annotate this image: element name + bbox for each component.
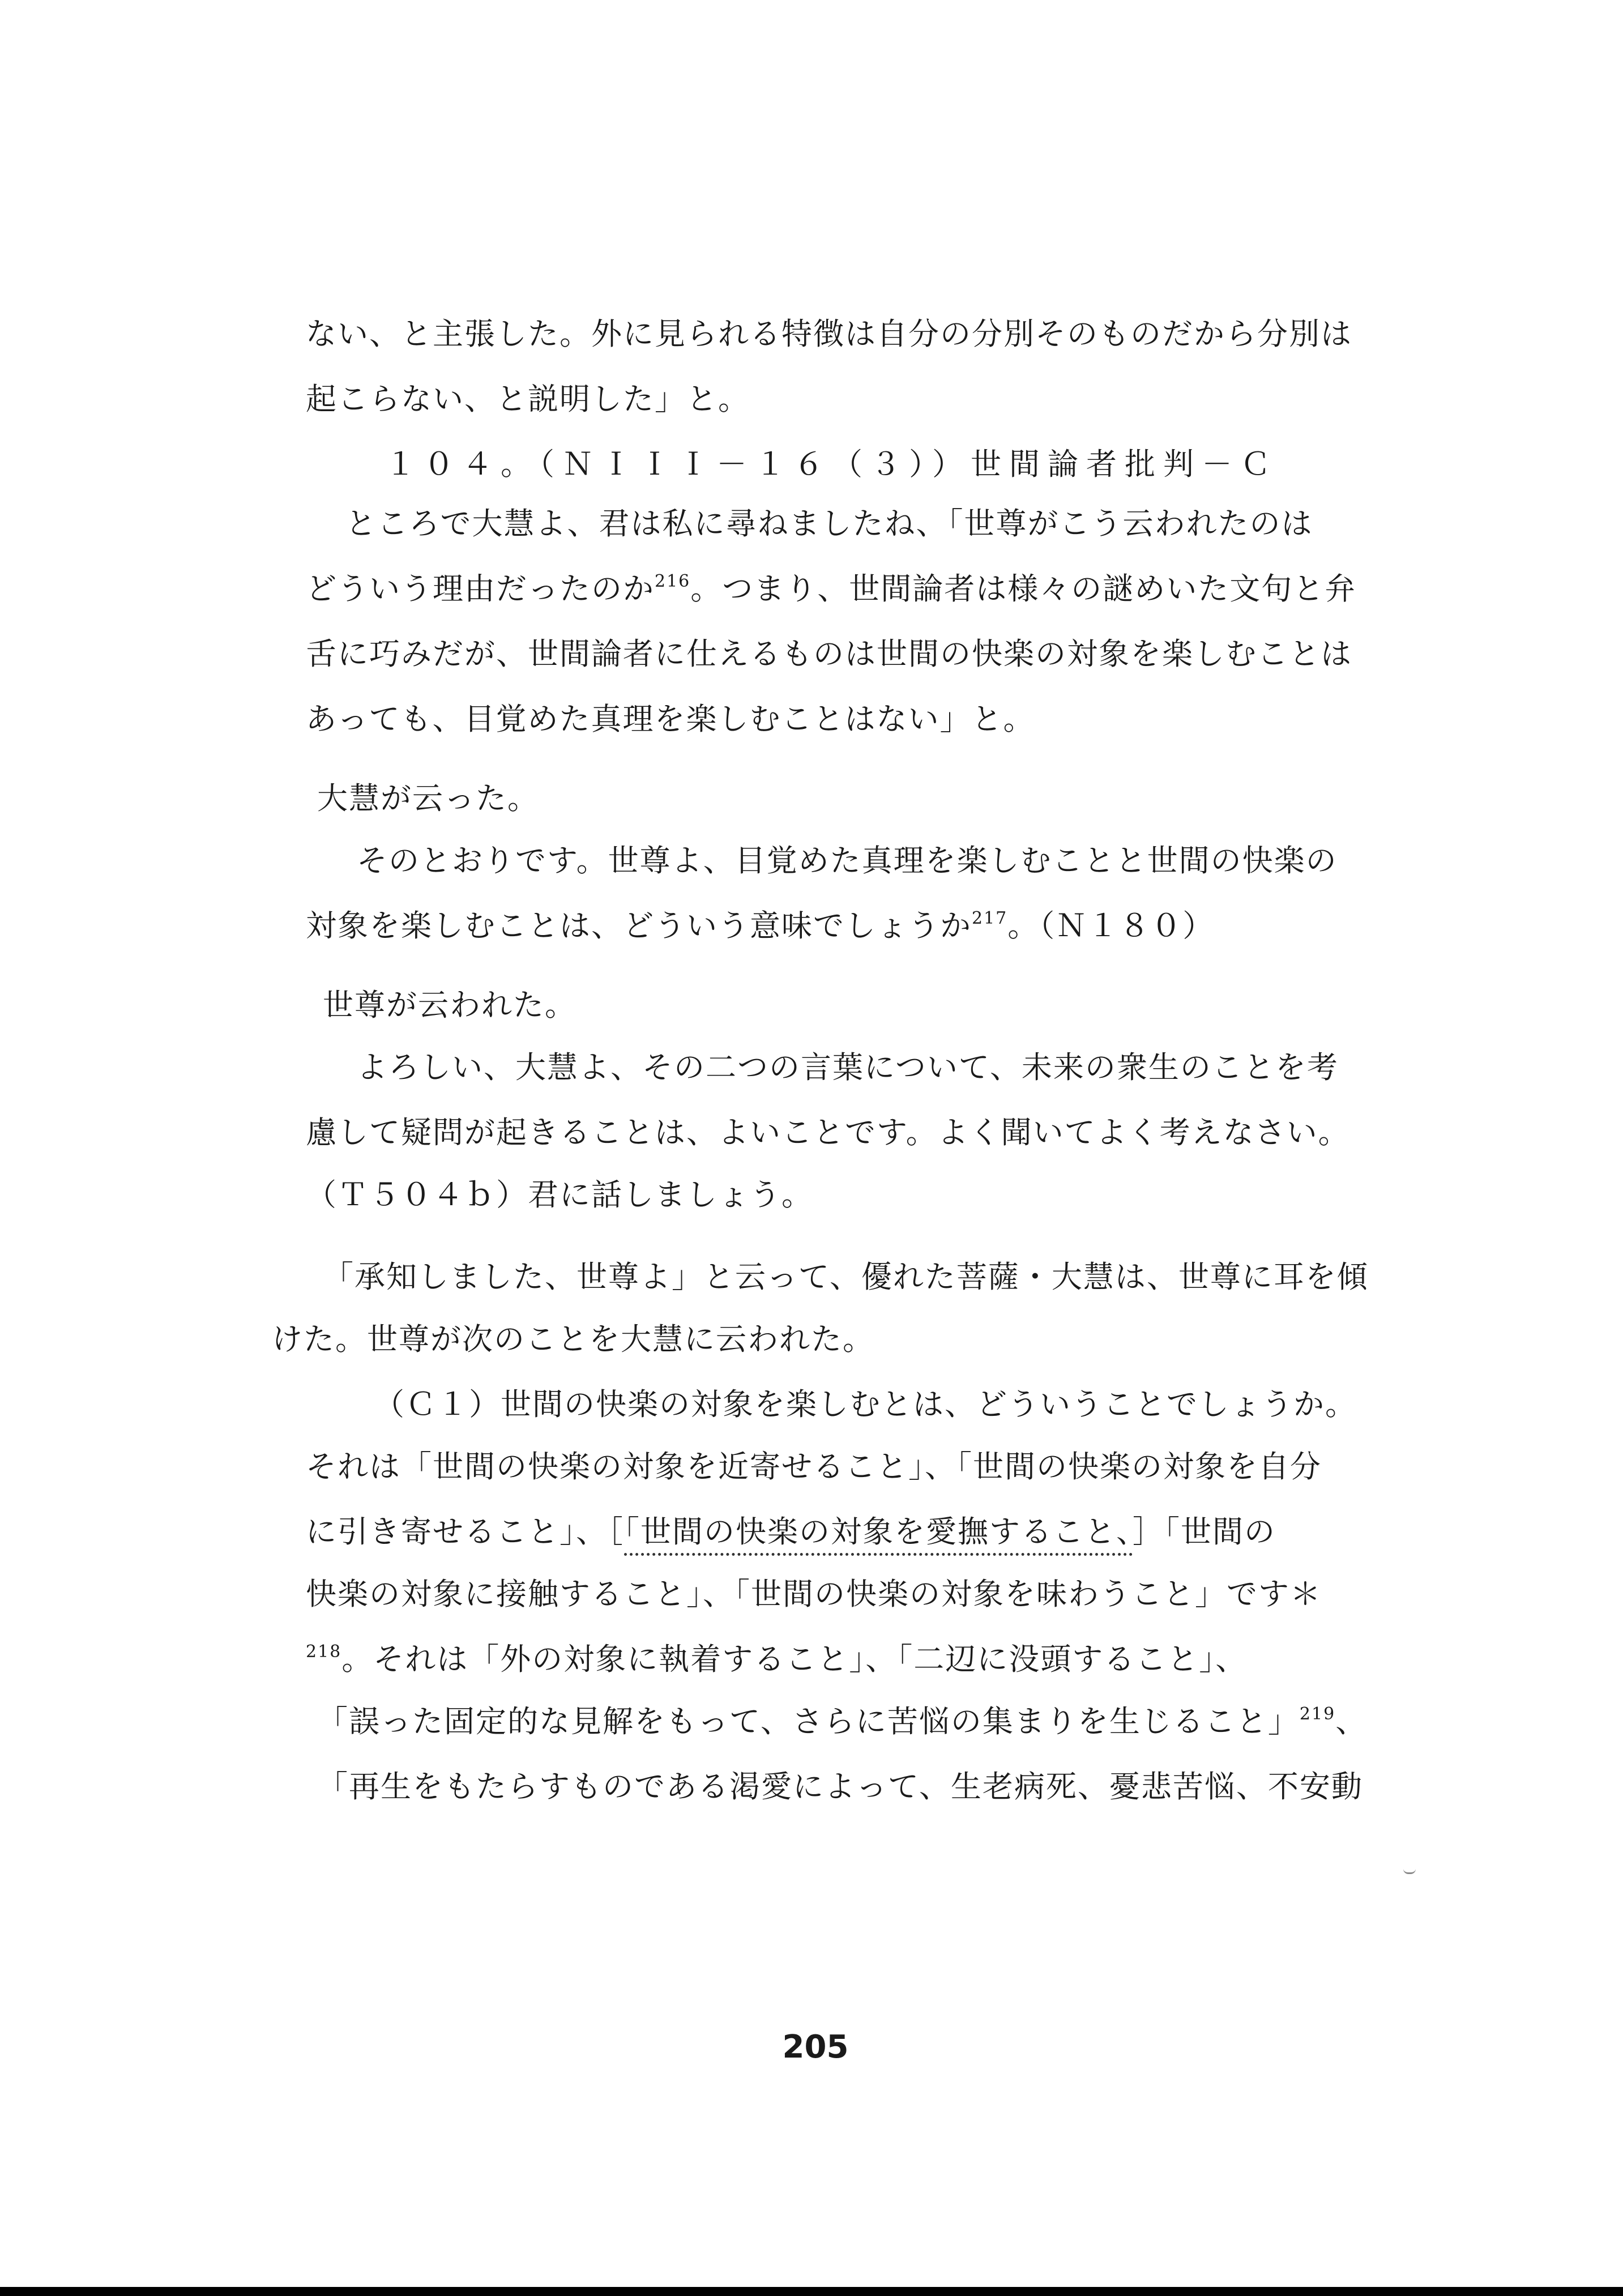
text-line-11	[323, 985, 576, 1025]
text-line-6	[306, 634, 1352, 674]
line-1-text: ない、と主張した。外に見られる特徴は自分の分別そのものだから分別は	[306, 316, 1352, 352]
line-14-text: （Ｔ５０４ｂ）君に話しましょう。	[306, 1177, 813, 1213]
footnote-ref-219: 219	[1299, 1704, 1336, 1724]
footnote-ref-218: 218	[306, 1642, 342, 1662]
text-line-14	[306, 1175, 813, 1215]
line-5-text-b: 。つまり、世間論者は様々の謎めいた文句と弁	[690, 571, 1357, 607]
line-2-text: 起こらない、と説明した」と。	[306, 381, 750, 417]
text-line-5	[306, 569, 1356, 609]
line-19-text-a: に引き寄せること」、［	[306, 1514, 624, 1550]
line-16-text: けた。世尊が次のことを大慧に云われた。	[272, 1321, 874, 1357]
text-line-9	[357, 841, 1338, 881]
text-line-15	[323, 1257, 1369, 1297]
text-line-18	[306, 1447, 1322, 1487]
text-line-10	[306, 906, 1214, 946]
line-12-text: よろしい、大慧よ、その二つの言葉について、未来の衆生のことを考	[357, 1049, 1339, 1085]
section-heading-text: １０４。（ＮＩＩＩ－１６（３））世間論者批判－Ｃ	[385, 446, 1279, 482]
scan-bottom-edge	[0, 2287, 1623, 2296]
text-line-12	[357, 1048, 1339, 1087]
text-line-20	[306, 1574, 1322, 1614]
dotted-underlined-phrase: 「世間の快楽の対象を愛撫すること、	[624, 1514, 1133, 1556]
page-number: 205	[782, 2029, 849, 2065]
line-10-text-a: 対象を楽しむことは、どういう意味でしょうか	[306, 908, 972, 944]
footnote-ref-216: 216	[655, 571, 691, 591]
text-line-21	[306, 1640, 1247, 1679]
line-8-text: 大慧が云った。	[317, 780, 539, 816]
line-7-text: あっても、目覚めた真理を楽しむことはない」と。	[306, 701, 1035, 737]
text-line-8	[317, 779, 539, 818]
text-line-13	[306, 1113, 1350, 1153]
line-20-text: 快楽の対象に接触すること」、「世間の快楽の対象を味わうこと」です＊	[306, 1576, 1322, 1612]
line-21-text: 。それは「外の対象に執着すること」、「二辺に没頭すること」、	[341, 1641, 1248, 1677]
section-heading	[385, 445, 1279, 484]
text-line-1	[306, 314, 1352, 354]
line-22-text-b: 、	[1335, 1704, 1368, 1739]
text-line-7	[306, 699, 1035, 739]
line-13-text: 慮して疑問が起きることは、よいことです。よく聞いてよく考えなさい。	[306, 1115, 1350, 1150]
text-line-2	[306, 379, 750, 419]
text-line-22	[317, 1702, 1367, 1742]
text-line-16	[272, 1320, 874, 1359]
line-10-text-b: 。（Ｎ１８０）	[1007, 908, 1215, 944]
line-11-text: 世尊が云われた。	[323, 987, 576, 1023]
line-15-text: 「承知しました、世尊よ」と云って、優れた菩薩・大慧は、世尊に耳を傾	[323, 1259, 1369, 1295]
text-line-17	[374, 1385, 1357, 1424]
line-17-text: （Ｃ１）世間の快楽の対象を楽しむとは、どういうことでしょうか。	[374, 1386, 1357, 1422]
text-line-19	[306, 1512, 1276, 1552]
line-5-text-a: どういう理由だったのか	[306, 571, 655, 607]
scan-speck	[1403, 1869, 1416, 1874]
footnote-ref-217: 217	[972, 908, 1008, 928]
line-22-text-a: 「誤った固定的な見解をもって、さらに苦悩の集まりを生じること」	[317, 1704, 1300, 1739]
line-6-text: 舌に巧みだが、世間論者に仕えるものは世間の快楽の対象を楽しむことは	[306, 636, 1352, 672]
line-23-text: 「再生をもたらすものである渇愛によって、生老病死、憂悲苦悩、不安動	[317, 1769, 1363, 1804]
text-line-4	[345, 504, 1313, 544]
line-18-text: それは「世間の快楽の対象を近寄せること」、「世間の快楽の対象を自分	[306, 1449, 1322, 1484]
line-4-text: ところで大慧よ、君は私に尋ねましたね、「世尊がこう云われたのは	[345, 506, 1313, 541]
line-9-text: そのとおりです。世尊よ、目覚めた真理を楽しむことと世間の快楽の	[357, 843, 1338, 878]
text-line-23	[317, 1767, 1363, 1807]
line-19-text-b: ］「世間の	[1133, 1514, 1276, 1550]
